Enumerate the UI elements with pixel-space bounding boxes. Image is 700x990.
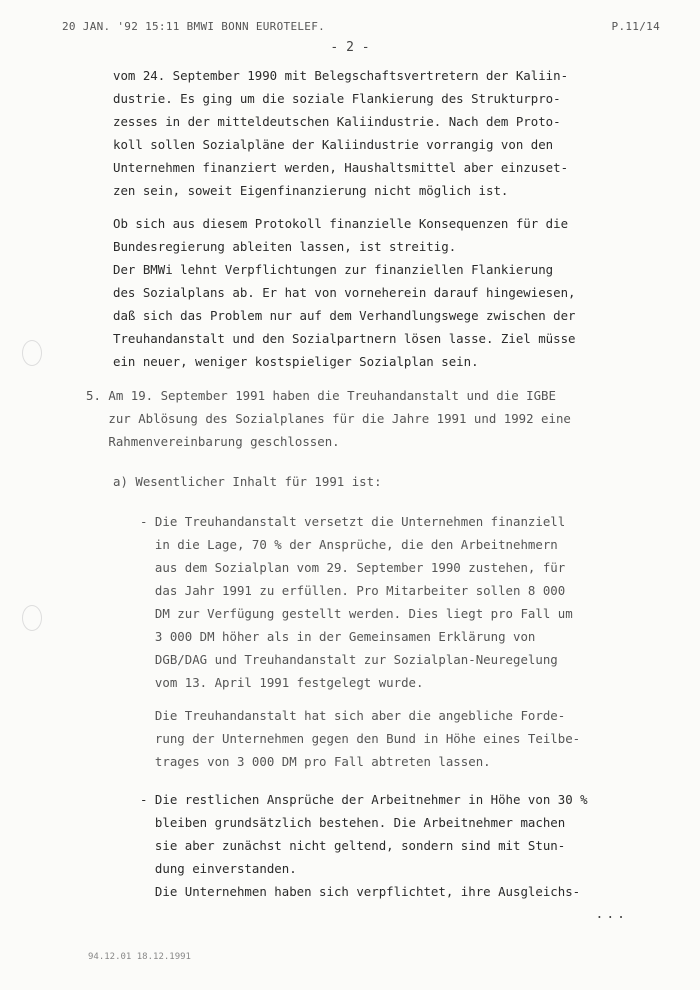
- text-line: ein neuer, weniger kostspieliger Sozialplan sein.: [113, 354, 479, 369]
- fax-header-left: 20 JAN. '92 15:11 BMWI BONN EUROTELEF.: [62, 20, 326, 33]
- text-line: Die Treuhandanstalt hat sich aber die angebliche Forde-: [140, 708, 566, 723]
- text-line: Treuhandanstalt und den Sozialpartnern lösen lasse. Ziel müsse: [113, 331, 576, 346]
- subsection-a: [113, 470, 638, 493]
- text-line: vom 24. September 1990 mit Belegschaftsvertretern der Kaliin-: [113, 68, 569, 83]
- section-5: [86, 384, 646, 453]
- paragraph-2: [113, 212, 638, 373]
- text-line: dustrie. Es ging um die soziale Flankierung des Strukturpro-: [113, 91, 561, 106]
- fax-header: [62, 20, 660, 33]
- text-line: bleiben grundsätzlich bestehen. Die Arbeitnehmer machen: [140, 815, 566, 830]
- text-line: dung einverstanden.: [140, 861, 297, 876]
- text-line: koll sollen Sozialpläne der Kaliindustrie vorrangig von den: [113, 137, 554, 152]
- text-line: - Die Treuhandanstalt versetzt die Unternehmen finanziell: [140, 514, 566, 529]
- text-line: Der BMWi lehnt Verpflichtungen zur finanziellen Flankierung: [113, 262, 554, 277]
- hole-punch-mark: [22, 340, 42, 366]
- bullet-1-paragraph-2: [140, 704, 660, 773]
- text-line: 5. Am 19. September 1991 haben die Treuhandanstalt und die IGBE: [86, 388, 556, 403]
- text-line: 3 000 DM höher als in der Gemeinsamen Erklärung von: [140, 629, 536, 644]
- text-line: aus dem Sozialplan vom 29. September 1990 zustehen, für: [140, 560, 566, 575]
- text-line: Die Unternehmen haben sich verpflichtet, ihre Ausgleichs-: [140, 884, 581, 899]
- text-line: daß sich das Problem nur auf dem Verhandlungswege zwischen der: [113, 308, 576, 323]
- text-line: DGB/DAG und Treuhandanstalt zur Sozialplan-Neuregelung: [140, 652, 558, 667]
- text-line: rung der Unternehmen gegen den Bund in Höhe eines Teilbe-: [140, 731, 581, 746]
- text-line: vom 13. April 1991 festgelegt wurde.: [140, 675, 424, 690]
- text-line: zen sein, soweit Eigenfinanzierung nicht möglich ist.: [113, 183, 509, 198]
- text-line: das Jahr 1991 zu erfüllen. Pro Mitarbeiter sollen 8 000: [140, 583, 566, 598]
- fax-page-count: P.11/14: [611, 20, 660, 33]
- continuation-marker: ...: [595, 907, 628, 922]
- text-line: in die Lage, 70 % der Ansprüche, die den Arbeitnehmern: [140, 537, 558, 552]
- text-line: - Die restlichen Ansprüche der Arbeitnehmer in Höhe von 30 %: [140, 792, 588, 807]
- text-line: Ob sich aus diesem Protokoll finanzielle Konsequenzen für die: [113, 216, 569, 231]
- text-line: zesses in der mitteldeutschen Kaliindustrie. Nach dem Proto-: [113, 114, 561, 129]
- text-line: des Sozialplans ab. Er hat von vorneherein darauf hingewiesen,: [113, 285, 576, 300]
- paragraph-1: [113, 64, 638, 202]
- bullet-1: [140, 510, 660, 694]
- text-line: DM zur Verfügung gestellt werden. Dies liegt pro Fall um: [140, 606, 573, 621]
- text-line: sie aber zunächst nicht geltend, sondern sind mit Stun-: [140, 838, 566, 853]
- fax-footer: 94.12.01 18.12.1991: [88, 952, 191, 962]
- text-line: Rahmenvereinbarung geschlossen.: [86, 434, 340, 449]
- hole-punch-mark: [22, 605, 42, 631]
- text-line: zur Ablösung des Sozialplanes für die Jahre 1991 und 1992 eine: [86, 411, 571, 426]
- text-line: trages von 3 000 DM pro Fall abtreten lassen.: [140, 754, 491, 769]
- text-line: Bundesregierung ableiten lassen, ist streitig.: [113, 239, 457, 254]
- page-number: - 2 -: [330, 40, 370, 55]
- bullet-2: [140, 788, 660, 903]
- subsection-heading: a) Wesentlicher Inhalt für 1991 ist:: [113, 474, 382, 489]
- text-line: Unternehmen finanziert werden, Haushaltsmittel aber einzuset-: [113, 160, 569, 175]
